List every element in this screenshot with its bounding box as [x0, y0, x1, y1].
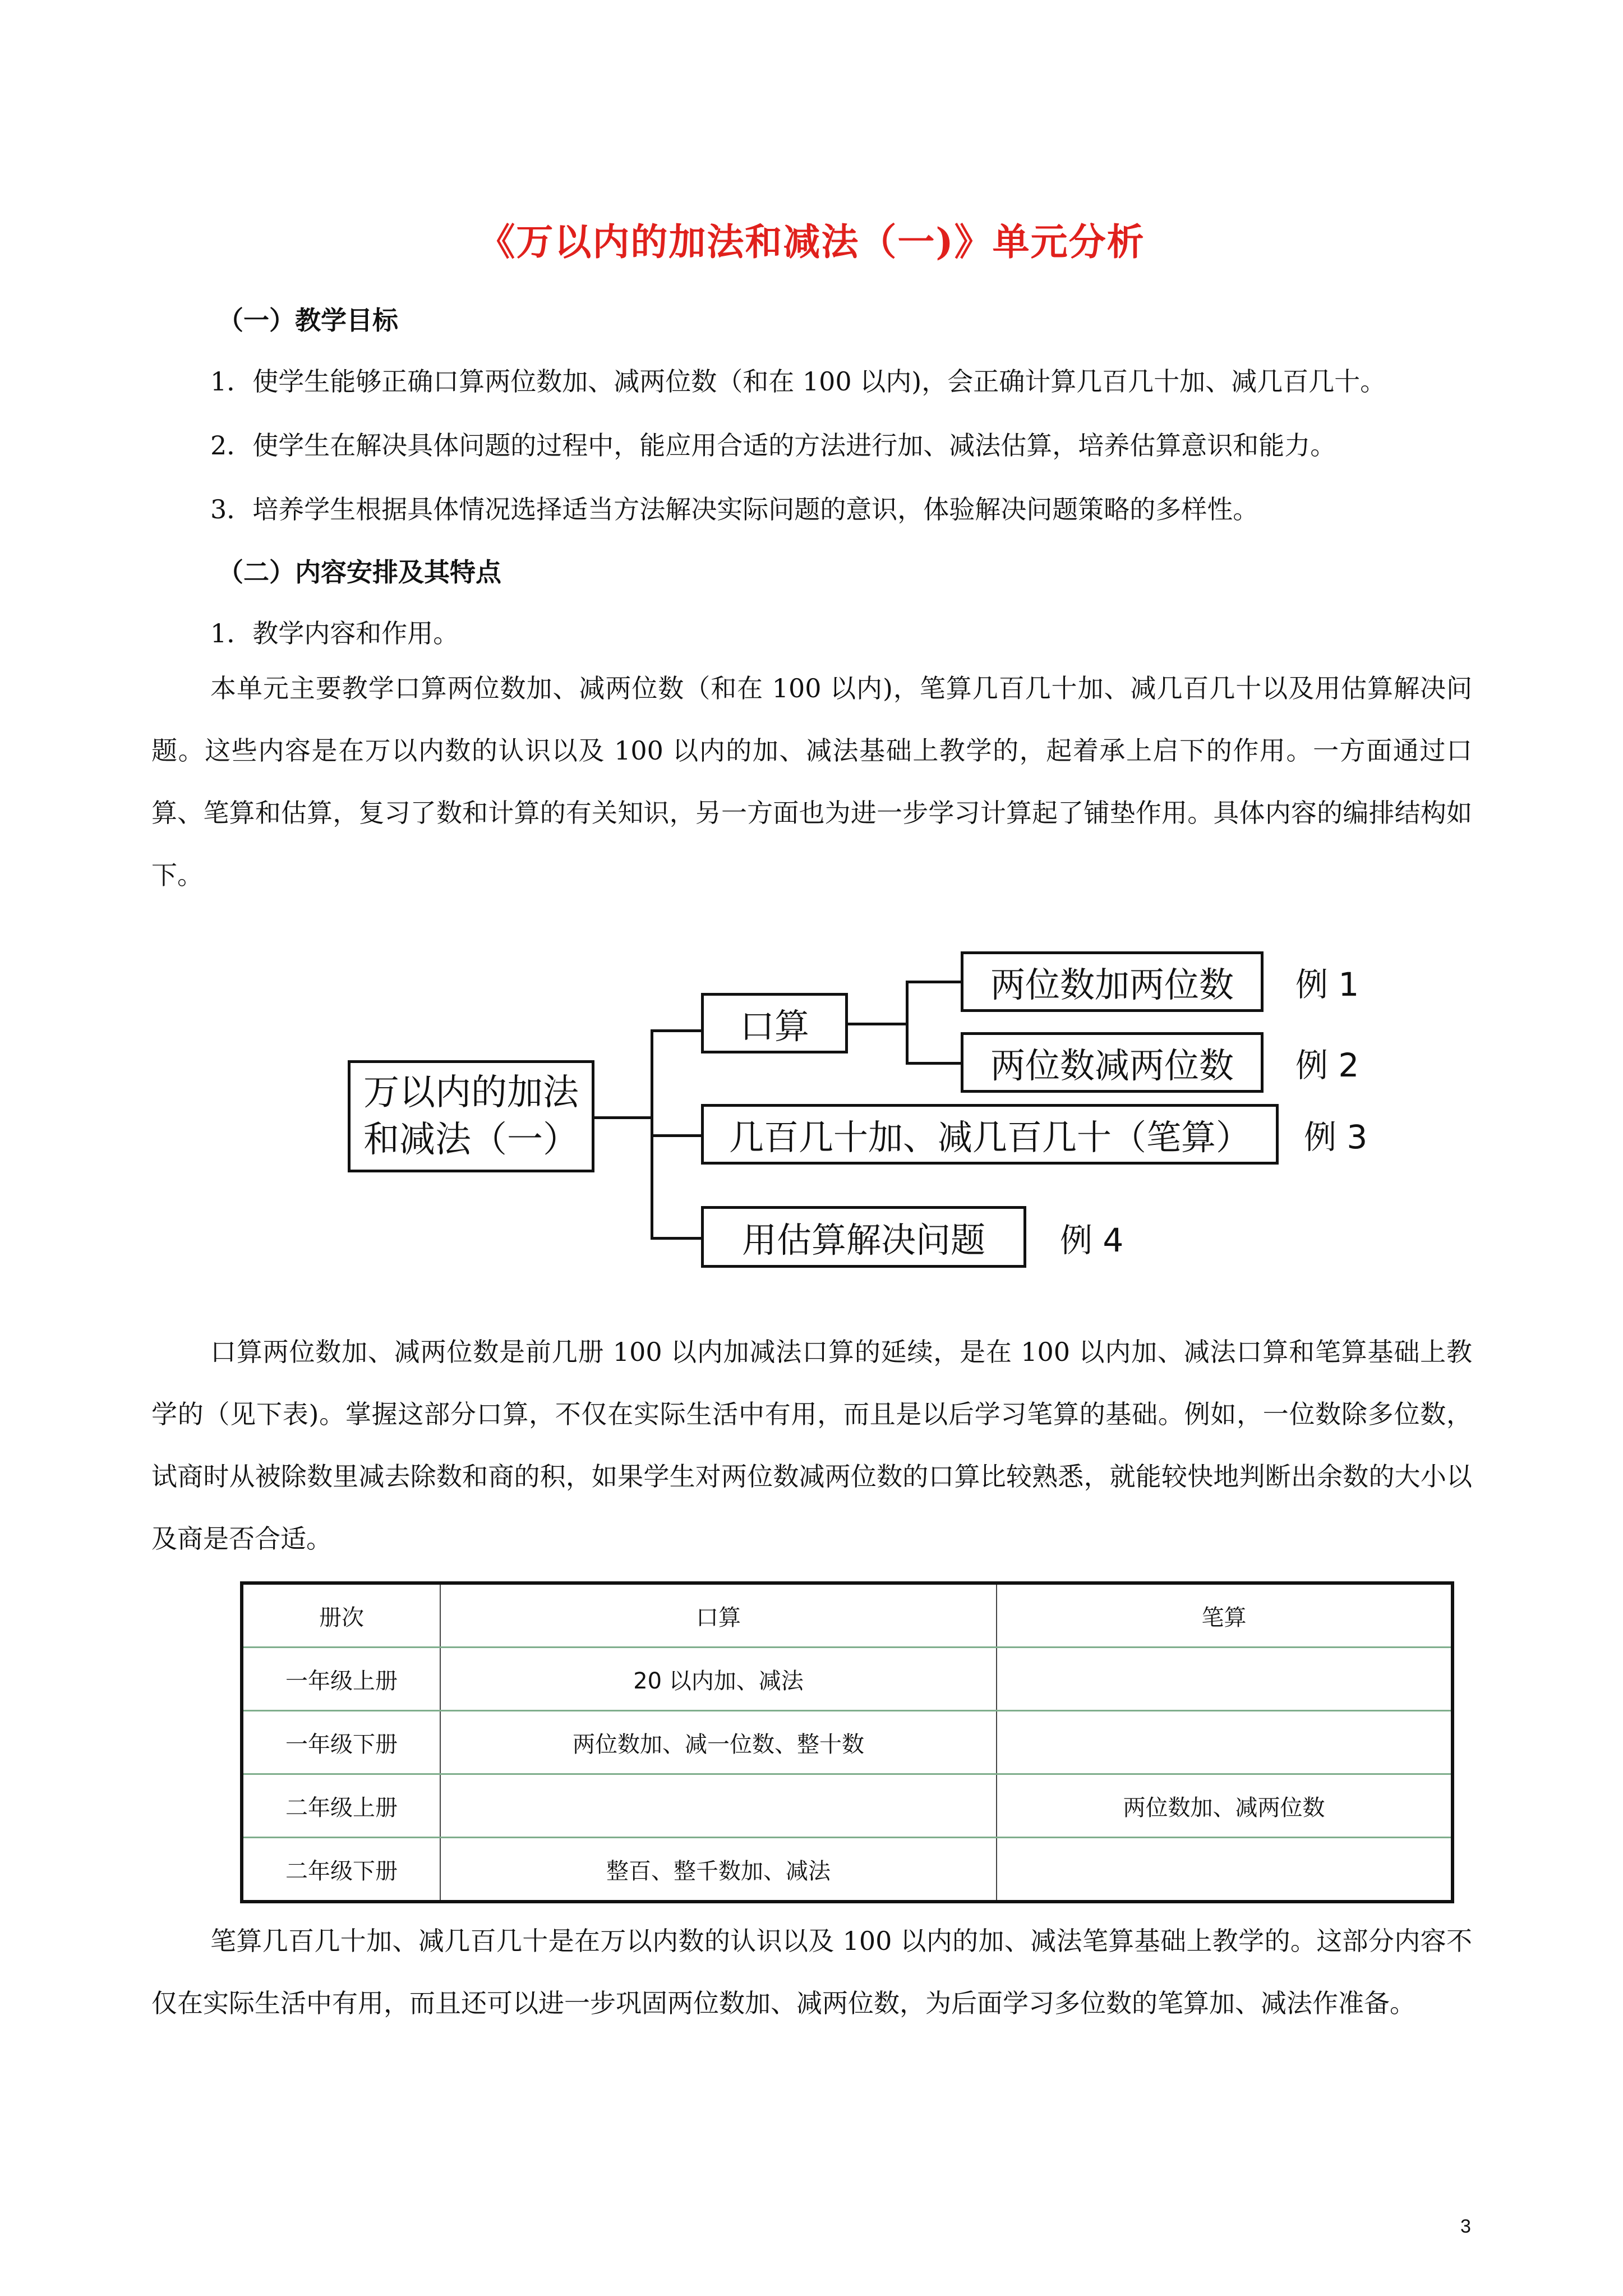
section-heading-goals: （一）教学目标 — [218, 305, 398, 335]
section-heading-content: （二）内容安排及其特点 — [218, 557, 501, 587]
subsection-title: 1．教学内容和作用。 — [210, 618, 459, 648]
diagram-gusuan-box — [701, 1206, 1026, 1268]
table-cell: 一年级下册 — [242, 1711, 440, 1774]
page-number: 3 — [1460, 2216, 1471, 2237]
table-cell: 两位数加、减一位数、整十数 — [440, 1711, 997, 1774]
diagram-bisuan-label: 几百几十加、减几百几十（笔算） — [728, 1116, 1251, 1158]
table-cell — [997, 1648, 1453, 1711]
document-title: 《万以内的加法和减法（一)》单元分析 — [478, 220, 1145, 264]
table-cell: 两位数加、减两位数 — [997, 1774, 1453, 1838]
connector-gusuan — [651, 1237, 702, 1240]
diagram-leaf1-label: 两位数加两位数 — [990, 964, 1234, 1005]
goal-item-3: 3．培养学生根据具体情况选择适当方法解决实际问题的意识，体验解决问题策略的多样性。 — [210, 494, 1259, 524]
goal-item-1: 1．使学生能够正确口算两位数加、减两位数（和在 100 以内)，会正确计算几百几十加、减几百几十。 — [210, 366, 1386, 397]
table-row — [242, 1774, 1453, 1838]
paragraph-kousuan: 口算两位数加、减两位数是前几册 100 以内加减法口算的延续，是在 100 以内加、减法口算和笔算基础上教学的（见下表)。掌握这部分口算，不仅在实际生活中有用，而且是以后学习笔算的基础。例如，一位数除多位数，试商时从被除数里减去除数和商的积，如果学生对两位数减两位数的口算比较熟悉，就能较快地判断出余数的大小以及商是否合适。 — [151, 1337, 1472, 1554]
diagram-kousuan-label: 口算 — [739, 1005, 809, 1047]
diagram-example-4: 例 4 — [1060, 1221, 1124, 1259]
table-header-cell: 笔算 — [997, 1583, 1453, 1648]
paragraph-intro: 本单元主要教学口算两位数加、减两位数（和在 100 以内)，笔算几百几十加、减几百几十以及用估算解决问题。这些内容是在万以内数的认识以及 100 以内的加、减法基础上教学的，起着承上启下的作用。一方面通过口算、笔算和估算，复习了数和计算的有关知识，另一方面也为进一步学习计算起了铺垫作用。具体内容的编排结构如下。 — [151, 673, 1472, 890]
table-cell: 整百、整千数加、减法 — [440, 1838, 997, 1902]
table-header-cell: 册次 — [242, 1583, 440, 1648]
diagram-root-line1: 万以内的加法 — [363, 1072, 579, 1114]
structure-diagram — [336, 942, 1424, 1301]
table-cell: 一年级上册 — [242, 1648, 440, 1711]
diagram-example-2: 例 2 — [1295, 1046, 1359, 1084]
diagram-bisuan-box — [701, 1104, 1279, 1165]
table-cell: 20 以内加、减法 — [440, 1648, 997, 1711]
diagram-root-line2: 和减法（一） — [363, 1119, 579, 1161]
diagram-kousuan-box — [701, 993, 848, 1053]
curriculum-table — [240, 1581, 1454, 1903]
diagram-example-1: 例 1 — [1295, 965, 1359, 1004]
connector-bisuan — [651, 1134, 702, 1137]
paragraph-bisuan: 笔算几百几十加、减几百几十是在万以内数的认识以及 100 以内的加、减法笔算基础上教学的。这部分内容不仅在实际生活中有用，而且还可以进一步巩固两位数加、减两位数，为后面学习多位数的笔算加、减法作准备。 — [151, 1926, 1472, 2018]
table-cell — [997, 1838, 1453, 1902]
connector-kousuan — [651, 1029, 702, 1032]
diagram-gusuan-label: 用估算解决问题 — [741, 1219, 985, 1260]
goal-item-2: 2．使学生在解决具体问题的过程中，能应用合适的方法进行加、减法估算，培养估算意识和能力。 — [210, 430, 1336, 461]
diagram-leaf2-box — [961, 1032, 1264, 1093]
table-cell: 二年级下册 — [242, 1838, 440, 1902]
diagram-leaf1-box — [961, 951, 1264, 1012]
table-header-row — [242, 1583, 1453, 1648]
table-row — [242, 1648, 1453, 1711]
diagram-leaf2-label: 两位数减两位数 — [990, 1045, 1234, 1086]
connector-kousuan-out — [847, 1023, 906, 1025]
table-cell: 二年级上册 — [242, 1774, 440, 1838]
table-row — [242, 1838, 1453, 1902]
connector-leaf-trunk — [906, 981, 909, 1065]
table-header-cell: 口算 — [440, 1583, 997, 1648]
table-row — [242, 1711, 1453, 1774]
table-cell — [997, 1711, 1453, 1774]
diagram-root-box — [348, 1060, 594, 1172]
connector-leaf2 — [906, 1062, 962, 1065]
connector-root — [594, 1116, 651, 1119]
connector-leaf1 — [906, 981, 962, 983]
diagram-example-3: 例 3 — [1304, 1118, 1368, 1156]
table-cell — [440, 1774, 997, 1838]
